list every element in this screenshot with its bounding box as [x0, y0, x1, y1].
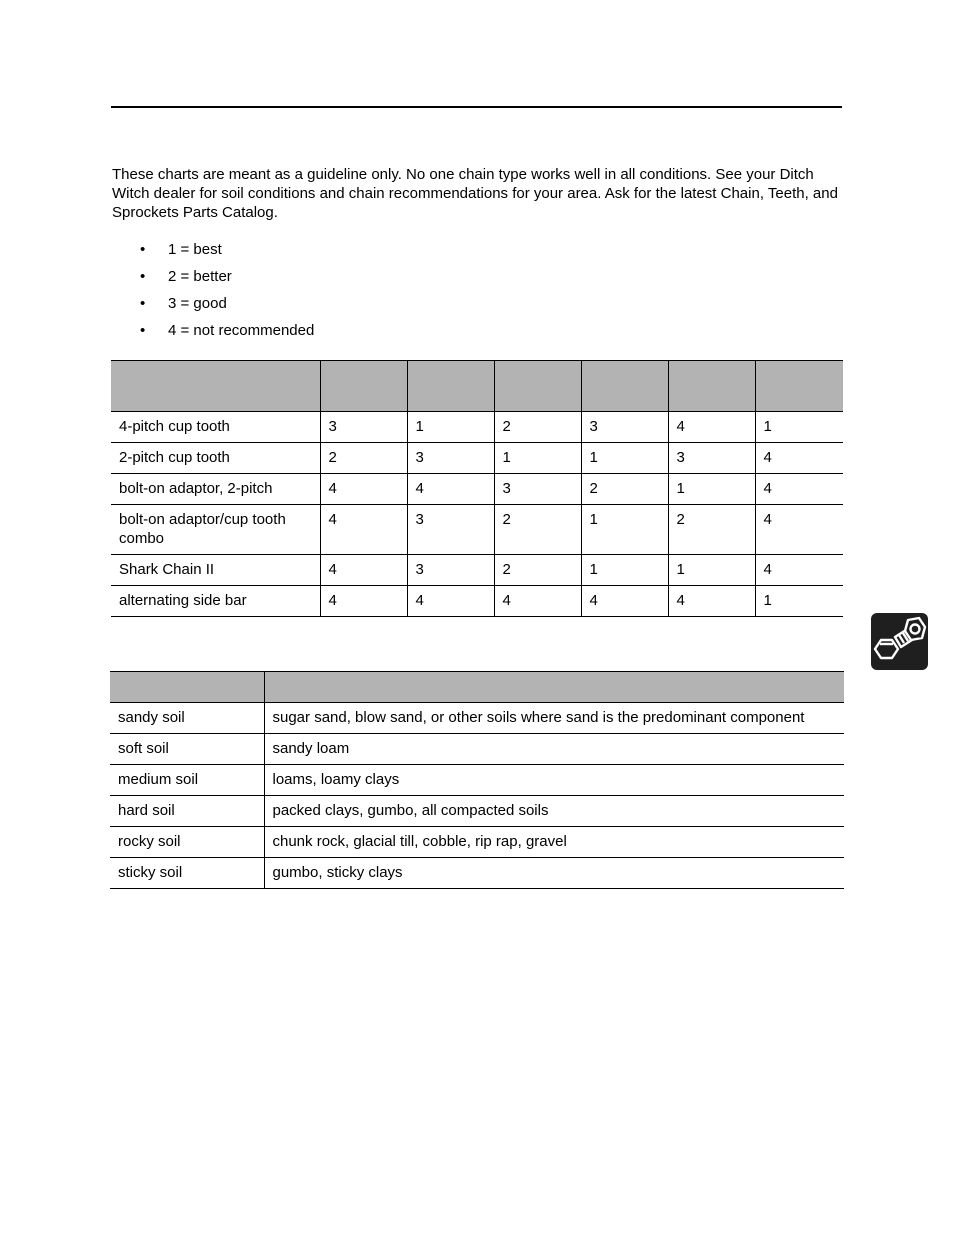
rating-cell: 4: [407, 586, 494, 617]
bullet-mark: •: [140, 295, 146, 312]
header-rule: [111, 106, 842, 108]
legend-text: 4 = not recommended: [168, 322, 315, 339]
intro-paragraph: These charts are meant as a guideline only. No one chain type works well in all conditions. See your Ditch Witch dealer for soil conditions and chain recommendations for your area. Ask for the latest Chain, Teeth, and Sprockets Parts Catalog.: [112, 166, 838, 221]
soil-type-cell: medium soil: [110, 765, 264, 796]
soil-description-cell: sugar sand, blow sand, or other soils where sand is the predominant component: [264, 703, 844, 734]
rating-cell: 1: [755, 412, 843, 443]
soil-type-cell: sticky soil: [110, 858, 264, 889]
chain-type-cell: 2-pitch cup tooth: [111, 443, 320, 474]
bullet-mark: •: [140, 322, 146, 339]
table-row: [111, 443, 843, 474]
legend-item: [112, 240, 314, 267]
table-row: [111, 555, 843, 586]
rating-cell: 4: [320, 555, 407, 586]
chain-type-cell: bolt-on adaptor/cup tooth combo: [111, 505, 320, 555]
rating-cell: 4: [755, 555, 843, 586]
rating-cell: 4: [581, 586, 668, 617]
table-header-row: [110, 672, 844, 703]
rating-cell: 3: [494, 474, 581, 505]
rating-legend: [112, 240, 314, 348]
header-cell: [407, 361, 494, 412]
header-cell: [264, 672, 844, 703]
rating-cell: 1: [494, 443, 581, 474]
rating-cell: 3: [320, 412, 407, 443]
soil-type-cell: rocky soil: [110, 827, 264, 858]
header-cell: [111, 361, 320, 412]
table-row: [111, 586, 843, 617]
legend-text: 1 = best: [168, 241, 222, 258]
table-header-row: [111, 361, 843, 412]
legend-item: [112, 321, 314, 348]
bolt-nut-icon: [871, 613, 928, 670]
rating-cell: 4: [755, 474, 843, 505]
chain-type-cell: bolt-on adaptor, 2-pitch: [111, 474, 320, 505]
soil-description-cell: packed clays, gumbo, all compacted soils: [264, 796, 844, 827]
rating-cell: 1: [581, 555, 668, 586]
legend-text: 2 = better: [168, 268, 232, 285]
rating-cell: 3: [668, 443, 755, 474]
rating-cell: 2: [668, 505, 755, 555]
rating-cell: 4: [755, 443, 843, 474]
bullet-mark: •: [140, 268, 146, 285]
soil-description-cell: loams, loamy clays: [264, 765, 844, 796]
rating-cell: 1: [581, 505, 668, 555]
header-cell: [581, 361, 668, 412]
bullet-mark: •: [140, 241, 146, 258]
rating-cell: 4: [320, 586, 407, 617]
rating-cell: 2: [581, 474, 668, 505]
rating-cell: 4: [668, 412, 755, 443]
header-cell: [494, 361, 581, 412]
chain-type-cell: alternating side bar: [111, 586, 320, 617]
rating-cell: 3: [581, 412, 668, 443]
rating-cell: 1: [755, 586, 843, 617]
rating-cell: 4: [494, 586, 581, 617]
table-row: [111, 505, 843, 555]
soil-type-cell: sandy soil: [110, 703, 264, 734]
table-row: [110, 734, 844, 765]
soil-type-cell: hard soil: [110, 796, 264, 827]
soil-description-cell: sandy loam: [264, 734, 844, 765]
rating-cell: 1: [668, 555, 755, 586]
header-cell: [755, 361, 843, 412]
table-row: [110, 827, 844, 858]
rating-cell: 4: [755, 505, 843, 555]
rating-cell: 2: [494, 412, 581, 443]
rating-cell: 2: [494, 555, 581, 586]
legend-item: [112, 267, 314, 294]
soil-description-cell: chunk rock, glacial till, cobble, rip rap, gravel: [264, 827, 844, 858]
rating-cell: 4: [668, 586, 755, 617]
rating-cell: 2: [494, 505, 581, 555]
legend-text: 3 = good: [168, 295, 227, 312]
header-cell: [668, 361, 755, 412]
table-row: [110, 703, 844, 734]
soil-description-cell: gumbo, sticky clays: [264, 858, 844, 889]
header-cell: [320, 361, 407, 412]
table-row: [110, 858, 844, 889]
table-row: [110, 796, 844, 827]
rating-cell: 1: [668, 474, 755, 505]
rating-cell: 4: [320, 505, 407, 555]
rating-cell: 3: [407, 505, 494, 555]
rating-cell: 4: [407, 474, 494, 505]
chain-recommendation-table: [111, 360, 843, 617]
rating-cell: 4: [320, 474, 407, 505]
table-row: [111, 412, 843, 443]
legend-item: [112, 294, 314, 321]
rating-cell: 3: [407, 443, 494, 474]
table-row: [110, 765, 844, 796]
rating-cell: 2: [320, 443, 407, 474]
soil-conditions-table: [110, 671, 844, 889]
table-row: [111, 474, 843, 505]
rating-cell: 1: [407, 412, 494, 443]
rating-cell: 3: [407, 555, 494, 586]
chain-type-cell: Shark Chain II: [111, 555, 320, 586]
header-cell: [110, 672, 264, 703]
soil-type-cell: soft soil: [110, 734, 264, 765]
chain-type-cell: 4-pitch cup tooth: [111, 412, 320, 443]
rating-cell: 1: [581, 443, 668, 474]
